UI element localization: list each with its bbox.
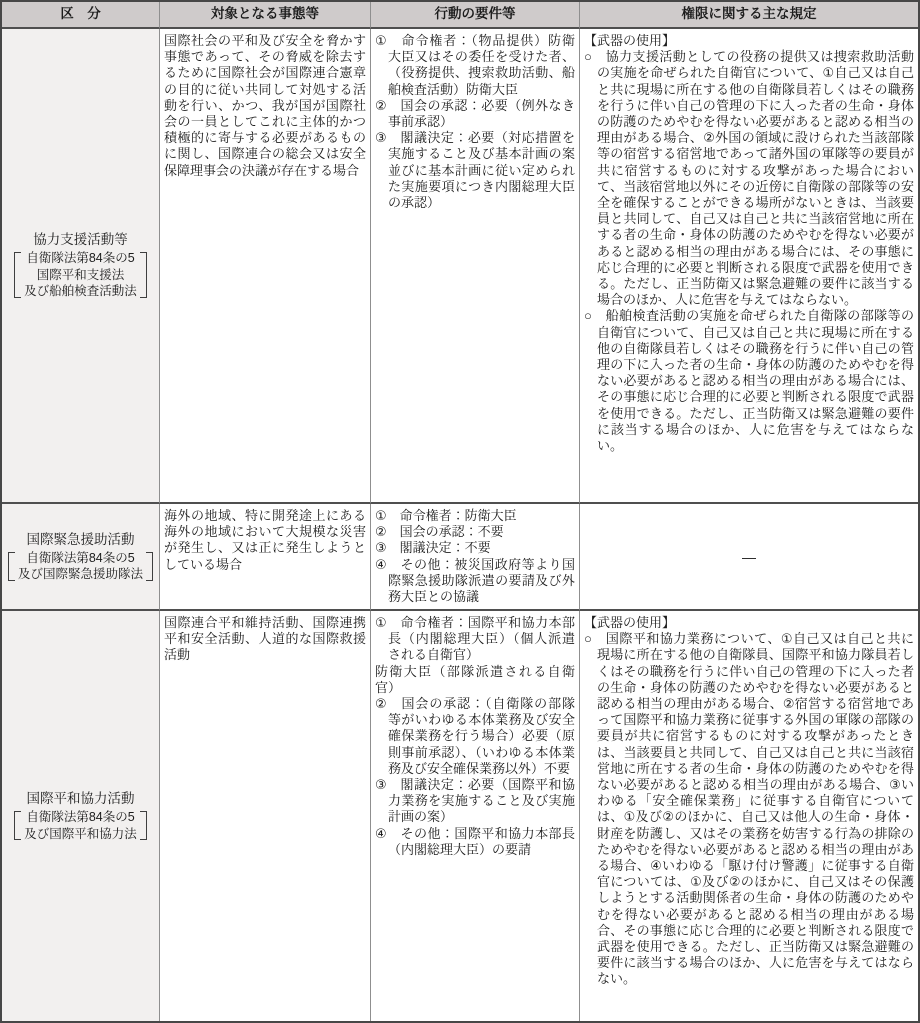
- right-bracket-icon: [146, 552, 153, 581]
- right-bracket-icon: [140, 811, 147, 840]
- category-title: 国際平和協力活動: [26, 791, 135, 806]
- category-cell: [2, 611, 160, 1021]
- provision-item: ○ 国際平和協力業務について、①自己又は自己と共に現場に所在する他の自衛隊員、国際平和協力隊員若しくはその職務を行うに伴い自己の管理の下に入った者の生命・身体の防護のためやむを得ない必要があると認める相当の理由がある場合、②宿営する宿営地であって国際平和協力業務に従事する外国の軍隊の部隊の要員が共に宿営するものに対する攻撃があったときは、当該要員と共同して、自己又は自己と共に当該宿営地に所在する者の生命・身体の防護のためやむを得ない必要があると認める相当の理由がある場合、③いわゆる「安全確保業務」に従事する自衛官については、①及び②のほかに、自己又は他人の生命・身体・財産を防護し、又はその業務を妨害する行為の排除のためやむを得ない必要があると認める相当の理由がある場合、④いわゆる「駆け付け警護」に従事する自衛官については、①及び②のほかに、自己又はその保護しようとする活動関係者の生命・身体の防護のためやむを得ない必要があると認める相当の理由がある場合、その事態に応じ合理的に必要と判断される限度で武器を使用できる。ただし、正当防衛又は緊急避難の要件に該当する場合のほか、人に危害を与えてはならない。: [584, 631, 914, 987]
- law-list: [21, 809, 140, 842]
- law-reference: 自衛隊法第84条の5: [26, 251, 135, 266]
- provisions-cell: [580, 611, 918, 1021]
- requirement-item: ④ その他：国際平和協力本部長（内閣総理大臣）の要請: [375, 825, 575, 857]
- requirements-cell: [371, 611, 580, 1021]
- requirement-item: ② 国会の承認：必要（例外なき事前承認）: [375, 97, 575, 130]
- right-bracket-icon: [140, 252, 147, 298]
- category-cell: [2, 504, 160, 611]
- law-reference: 自衛隊法第84条の5: [26, 550, 135, 565]
- law-reference: 自衛隊法第84条の5: [26, 810, 135, 824]
- requirement-item: ② 国会の承認：不要: [375, 524, 504, 540]
- requirement-item: ① 命令権者：防衛大臣: [375, 508, 517, 523]
- law-bracket: [14, 250, 147, 300]
- requirement-item: ③ 閣議決定：不要: [375, 540, 491, 556]
- law-reference: 国際平和支援法: [36, 267, 125, 282]
- category-block: [14, 790, 147, 842]
- situation-cell: [160, 504, 371, 611]
- requirement-item: ③ 閣議決定：必要（対応措置を実施すること及び基本計画の案並びに基本計画に従い定められた実施要項につき内閣総理大臣の承認）: [375, 130, 575, 211]
- table-row: [2, 29, 918, 504]
- category-title: 協力支援活動等: [33, 232, 128, 248]
- law-reference: 及び国際緊急援助隊法: [17, 567, 143, 581]
- category-block: [14, 231, 147, 300]
- provision-item: 【武器の使用】: [584, 615, 676, 630]
- table-row: [2, 611, 918, 1021]
- requirements-cell: [371, 29, 580, 504]
- requirement-item: ① 命令権者：国際平和協力本部長（内閣総理大臣）（個人派遣される自衛官）: [375, 615, 575, 663]
- law-reference: 及び船舶検査活動法: [24, 284, 137, 299]
- column-header-requirements: 行動の要件等: [371, 2, 580, 29]
- column-header-provisions: 権限に関する主な規定: [580, 2, 918, 29]
- requirement-item: ① 命令権者：（物品提供）防衛大臣又はその委任を受けた者、（役務提供、捜索救助活動、船舶検査活動）防衛大臣: [375, 33, 575, 97]
- category-block: [8, 531, 153, 583]
- provisions-cell: [580, 504, 918, 611]
- provision-item: ○ 船舶検査活動の実施を命ぜられた自衛隊の部隊等の自衛官について、自己又は自己と共に現場に所在する他の自衛隊員若しくはその職務を行うに伴い自己の管理の下に入った者の生命・身体の防護のためやむを得ない必要があると認める相当の理由がある場合には、その事態に応じ合理的に必要と判断される限度で武器を使用できる。ただし、正当防衛又は緊急避難の要件に該当する場合のほか、人に危害を与えてはならない。: [584, 308, 914, 454]
- provision-dash: —: [742, 549, 756, 566]
- law-reference: 及び国際平和協力法: [24, 826, 137, 841]
- law-list: [15, 550, 146, 583]
- requirement-item: ④ その他：被災国政府等より国際緊急援助隊派遣の要請及び外務大臣との協議: [375, 556, 575, 605]
- situation-cell: [160, 611, 371, 1021]
- left-bracket-icon: [8, 552, 15, 581]
- left-bracket-icon: [14, 811, 21, 840]
- requirement-item: ② 国会の承認：（自衛隊の部隊等がいわゆる本体業務及び安全確保業務を行う場合）必要（原則事前承認）、（いわゆる本体業務及び安全確保業務以外）不要: [375, 696, 575, 776]
- requirements-cell: [371, 504, 580, 611]
- provisions-cell: [580, 29, 918, 504]
- provision-item: 【武器の使用】: [584, 33, 676, 48]
- category-cell: [2, 29, 160, 504]
- situation-text: 国際連合平和維持活動、国際連携平和安全活動、人道的な国際救援活動: [164, 615, 366, 663]
- situation-text: 国際社会の平和及び安全を脅かす事態であって、その脅威を除去するために国際社会が国際連合憲章の目的に従い共同して対処する活動を行い、かつ、我が国が国際社会の一員としてこれに主体的かつ積極的に寄与する必要があるものに関し、国際連合の総会又は安全保障理事会の決議が存在する場合: [164, 33, 366, 178]
- column-header-situation: 対象となる事態等: [160, 2, 371, 29]
- law-list: [21, 250, 140, 300]
- table-header-row: [2, 2, 918, 29]
- law-bracket: [8, 550, 153, 583]
- requirement-item: 防衛大臣（部隊派遣される自衛官）: [375, 663, 575, 695]
- category-title: 国際緊急援助活動: [26, 531, 135, 547]
- left-bracket-icon: [14, 252, 21, 298]
- provision-item: ○ 協力支援活動としての役務の提供又は捜索救助活動の実施を命ぜられた自衛官について、①自己又は自己と共に現場に所在する他の自衛隊員若しくはその職務を行うに伴い自己の管理の下に入った者の生命・身体の防護のためやむを得ない必要があると認める相当の理由がある場合、②外国の領域に設けられた当該部隊等の宿営する宿営地であって諸外国の軍隊等の要員が共に宿営するものに対する攻撃があった場合において、当該宿営地以外にその近傍に自衛隊の部隊等の安全を確保することができる場所がないときは、当該要員と共同して、自己又は自己と共に当該宿営地に所在する者の生命・身体の防護のためやむを得ない必要があると認める相当の理由がある場合には、その事態に応じ合理的に必要と判断される限度で武器を使用できる。ただし、正当防衛又は緊急避難の要件に該当する場合のほか、人に危害を与えてはならない。: [584, 49, 914, 308]
- column-header-category: 区 分: [2, 2, 160, 29]
- situation-cell: [160, 29, 371, 504]
- law-bracket: [14, 809, 147, 842]
- situation-text: 海外の地域、特に開発途上にある海外の地域において大規模な災害が発生し、又は正に発生しようとしている場合: [164, 508, 366, 572]
- table-row: [2, 504, 918, 611]
- requirement-item: ③ 閣議決定：必要（国際平和協力業務を実施すること及び実施計画の案）: [375, 777, 575, 825]
